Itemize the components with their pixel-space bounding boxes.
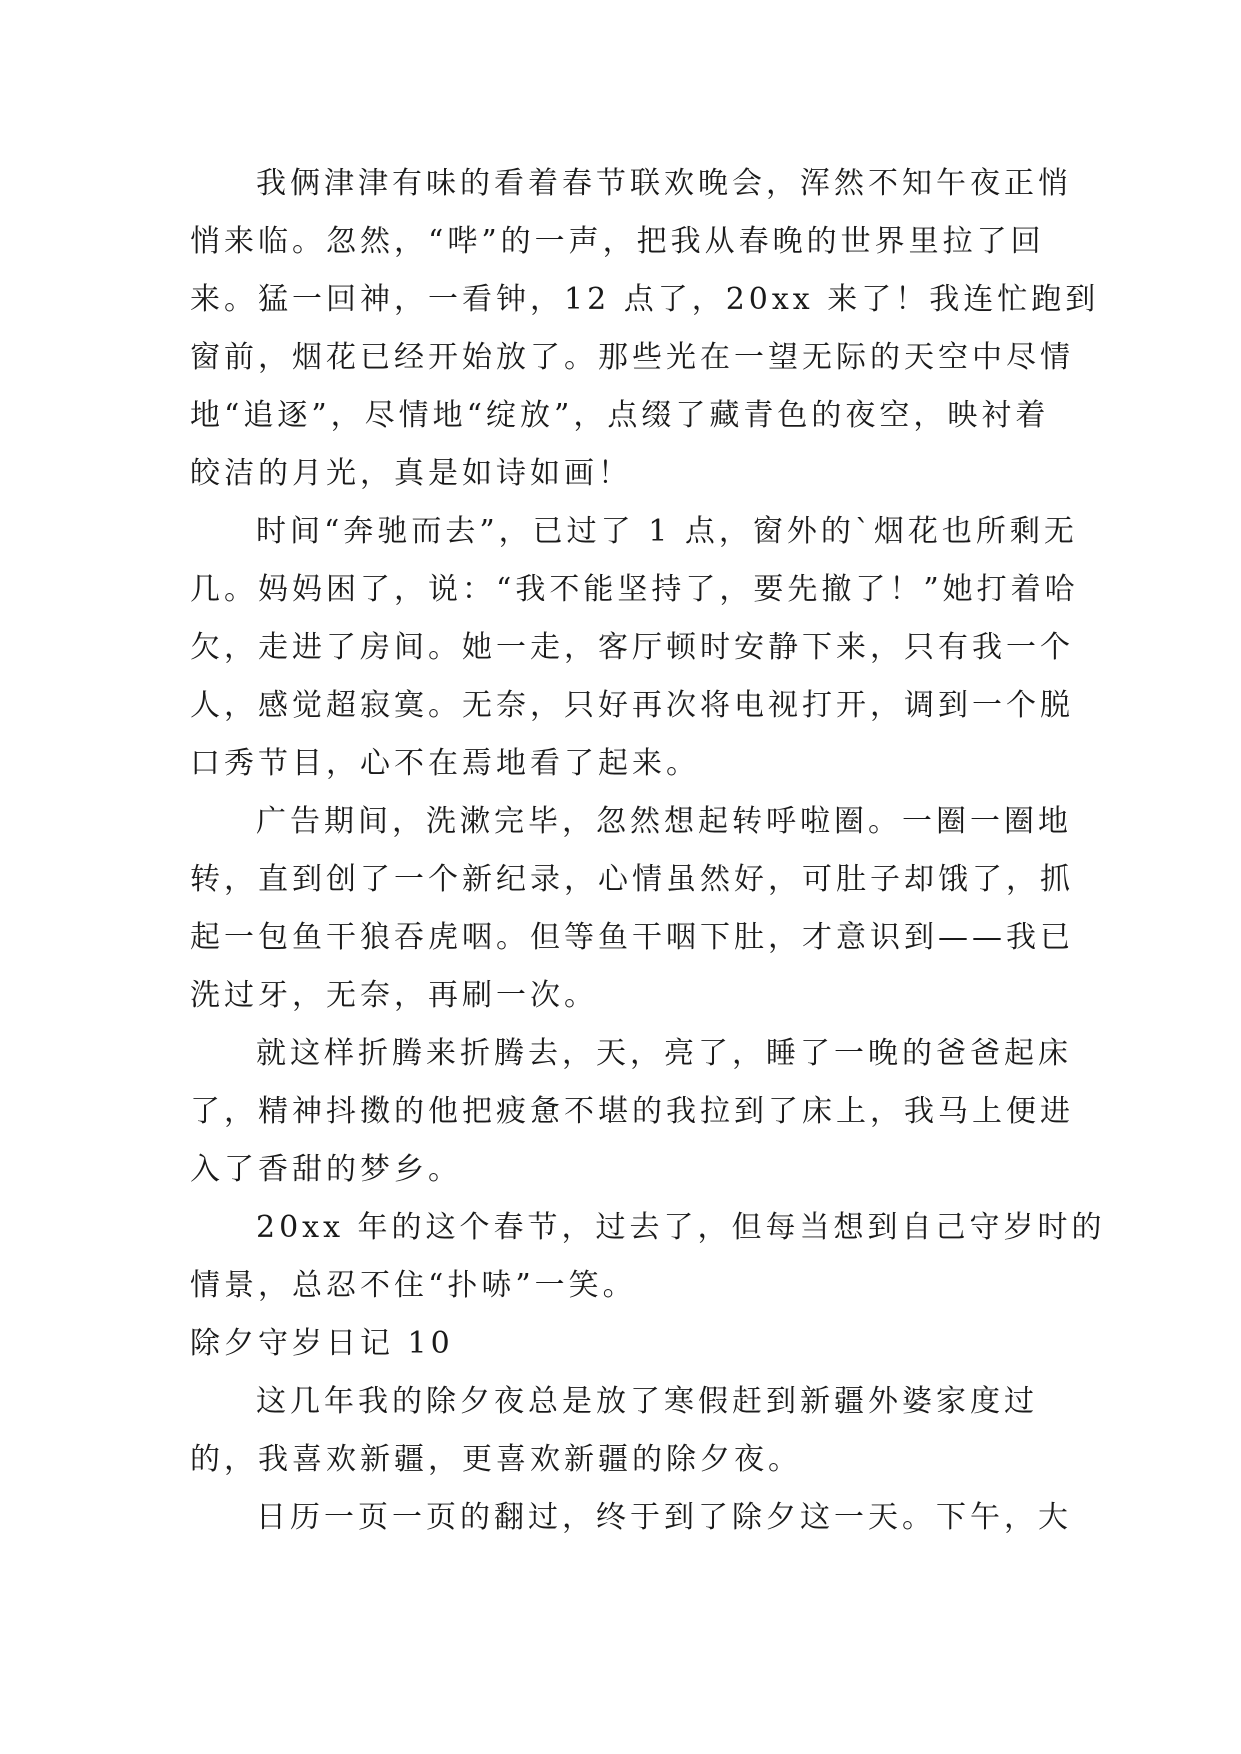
paragraph-4 (190, 1025, 1074, 1199)
text-line: 地“追逐”，尽情地“绽放”，点缀了藏青色的夜空，映衬着 (190, 398, 1050, 433)
text-line: 20xx 年的这个春节，过去了，但每当想到自己守岁时的 (256, 1210, 1106, 1245)
paragraph-2 (190, 503, 1079, 793)
paragraph-1 (190, 155, 1100, 503)
text-line: 来。猛一回神，一看钟，12 点了，20xx 来了！我连忙跑到 (190, 282, 1100, 317)
text-line: 我俩津津有味的看着春节联欢晚会，浑然不知午夜正悄 (256, 166, 1072, 201)
paragraph-5 (190, 1199, 1106, 1315)
text-line: 几。妈妈困了，说：“我不能坚持了，要先撤了！”她打着哈 (190, 572, 1079, 607)
text-line: 口秀节目，心不在焉地看了起来。 (190, 746, 700, 781)
text-line: 就这样折腾来折腾去，天，亮了，睡了一晚的爸爸起床 (256, 1036, 1072, 1071)
text-line: 了，精神抖擞的他把疲惫不堪的我拉到了床上，我马上便进 (190, 1094, 1074, 1129)
paragraph-6 (190, 1373, 1050, 1489)
text-line: 转，直到创了一个新纪录，心情虽然好，可肚子却饿了，抓 (190, 862, 1074, 897)
text-line: 时间“奔驰而去”，已过了 1 点，窗外的`烟花也所剩无 (256, 514, 1078, 549)
text-line: 入了香甜的梦乡。 (190, 1152, 462, 1187)
text-line: 窗前，烟花已经开始放了。那些光在一望无际的天空中尽情 (190, 340, 1074, 375)
text-line: 起一包鱼干狼吞虎咽。但等鱼干咽下肚，才意识到——我已 (190, 920, 1074, 955)
text-line: 情景，总忍不住“扑哧”一笑。 (190, 1268, 637, 1303)
text-line: 欠，走进了房间。她一走，客厅顿时安静下来，只有我一个 (190, 630, 1074, 665)
text-line: 广告期间，洗漱完毕，忽然想起转呼啦圈。一圈一圈地 (256, 804, 1072, 839)
section-heading: 除夕守岁日记 10 (190, 1326, 454, 1361)
text-line: 皎洁的月光，真是如诗如画！ (190, 456, 632, 491)
text-line: 人，感觉超寂寞。无奈，只好再次将电视打开，调到一个脱 (190, 688, 1074, 723)
document-body (190, 155, 1106, 1547)
text-line: 这几年我的除夕夜总是放了寒假赶到新疆外婆家度过 (256, 1384, 1038, 1419)
text-line: 悄来临。忽然，“哔”的一声，把我从春晚的世界里拉了回 (190, 224, 1045, 259)
text-line: 洗过牙，无奈，再刷一次。 (190, 978, 598, 1013)
paragraph-7 (190, 1489, 1072, 1547)
text-line: 日历一页一页的翻过，终于到了除夕这一天。下午，大 (256, 1500, 1072, 1535)
paragraph-3 (190, 793, 1074, 1025)
text-line: 的，我喜欢新疆，更喜欢新疆的除夕夜。 (190, 1442, 802, 1477)
